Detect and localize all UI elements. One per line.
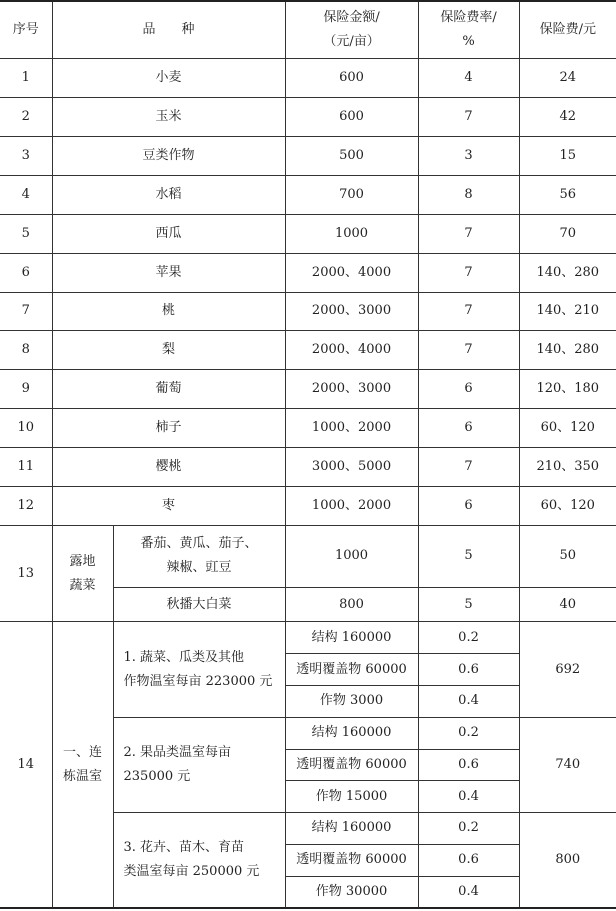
row-name: 桃 [52,292,285,331]
component: 作物 30000 [285,876,418,908]
row-rate: 7 [418,97,519,136]
row-group [52,622,113,908]
row-seq: 1 [0,58,52,97]
row-rate: 6 [418,370,519,409]
row-name: 秋播大白菜 [113,587,285,622]
row-name: 西瓜 [52,214,285,253]
row-premium: 120、180 [519,370,616,409]
row-name: 梨 [52,331,285,370]
row-amount: 800 [285,587,418,622]
header-seq: 序号 [0,1,52,58]
header-rate-line1: 保险费率/ [440,9,497,25]
row-name: 豆类作物 [52,136,285,175]
table-row [0,622,616,654]
table-row [0,292,616,331]
component: 透明覆盖物 60000 [285,654,418,686]
table-row [0,136,616,175]
row-name: 玉米 [52,97,285,136]
table-row [0,214,616,253]
row-seq: 12 [0,487,52,526]
row-seq: 4 [0,175,52,214]
header-amount-line2: （元/亩） [323,33,380,49]
row-amount: 2000、4000 [285,331,418,370]
row-seq: 7 [0,292,52,331]
row-rate: 6 [418,487,519,526]
row-seq: 5 [0,214,52,253]
component-rate: 0.2 [418,622,519,654]
row-name: 水稻 [52,175,285,214]
row-amount: 600 [285,58,418,97]
row-premium: 24 [519,58,616,97]
row-rate: 3 [418,136,519,175]
row-seq: 9 [0,370,52,409]
header-rate-line2: % [462,33,475,49]
row-rate: 7 [418,292,519,331]
row-premium: 50 [519,526,616,587]
table-row [0,58,616,97]
row-amount: 600 [285,97,418,136]
group-line2: 蔬菜 [69,577,96,593]
greenhouse-type [113,813,285,908]
row-amount: 1000 [285,526,418,587]
greenhouse-type [113,717,285,812]
row-rate: 7 [418,448,519,487]
component-rate: 0.4 [418,686,519,718]
row-amount: 500 [285,136,418,175]
table-row [0,175,616,214]
row-premium: 40 [519,587,616,622]
table-row [0,409,616,448]
type-line2: 类温室每亩 250000 元 [123,864,260,880]
component-rate: 0.6 [418,844,519,876]
header-amount [285,1,418,58]
row-premium: 740 [519,717,616,812]
row-name: 樱桃 [52,448,285,487]
header-variety: 品 种 [52,1,285,58]
row-name: 柿子 [52,409,285,448]
row-amount: 700 [285,175,418,214]
table-row [0,253,616,292]
table-row [0,331,616,370]
row-premium: 140、210 [519,292,616,331]
header-amount-line1: 保险金额/ [323,9,380,25]
component-rate: 0.6 [418,654,519,686]
name-line2: 辣椒、豇豆 [166,560,232,576]
row-group [52,526,113,622]
component: 透明覆盖物 60000 [285,749,418,781]
row-premium: 15 [519,136,616,175]
type-line2: 作物温室每亩 223000 元 [123,673,273,689]
header-row [0,1,616,58]
row-rate: 5 [418,526,519,587]
row-premium: 210、350 [519,448,616,487]
table-row [0,97,616,136]
component-rate: 0.4 [418,781,519,813]
type-line2: 235000 元 [123,768,191,784]
table-row [0,487,616,526]
row-seq: 6 [0,253,52,292]
row-premium: 140、280 [519,331,616,370]
group-line2: 栋温室 [62,768,102,784]
row-rate: 7 [418,331,519,370]
component: 结构 160000 [285,622,418,654]
group-line1: 一、连 [62,744,102,760]
row-premium: 140、280 [519,253,616,292]
row-premium: 70 [519,214,616,253]
row-premium: 42 [519,97,616,136]
row-premium: 60、120 [519,409,616,448]
row-amount: 1000、2000 [285,409,418,448]
row-amount: 2000、4000 [285,253,418,292]
component: 作物 3000 [285,686,418,718]
component: 结构 160000 [285,717,418,749]
row-seq: 14 [0,622,52,908]
row-name: 葡萄 [52,370,285,409]
row-rate: 8 [418,175,519,214]
group-line1: 露地 [69,553,96,569]
greenhouse-type [113,622,285,717]
row-premium: 56 [519,175,616,214]
row-seq: 13 [0,526,52,622]
row-premium: 800 [519,813,616,908]
row-name: 苹果 [52,253,285,292]
type-line1: 1. 蔬菜、瓜类及其他 [123,649,245,665]
component-rate: 0.2 [418,813,519,845]
row-amount: 1000 [285,214,418,253]
type-line1: 2. 果品类温室每亩 [123,744,232,760]
row-seq: 10 [0,409,52,448]
row-name [113,526,285,587]
row-rate: 4 [418,58,519,97]
type-line1: 3. 花卉、苗木、育苗 [123,840,245,856]
table-row [0,448,616,487]
table-row [0,526,616,587]
row-amount: 3000、5000 [285,448,418,487]
header-rate [418,1,519,58]
component-rate: 0.6 [418,749,519,781]
row-seq: 3 [0,136,52,175]
row-seq: 11 [0,448,52,487]
row-amount: 2000、3000 [285,370,418,409]
row-rate: 7 [418,214,519,253]
row-name: 小麦 [52,58,285,97]
row-seq: 2 [0,97,52,136]
component: 结构 160000 [285,813,418,845]
component-rate: 0.2 [418,717,519,749]
component: 作物 15000 [285,781,418,813]
row-premium: 692 [519,622,616,717]
row-seq: 8 [0,331,52,370]
row-amount: 1000、2000 [285,487,418,526]
name-line1: 番茄、黄瓜、茄子、 [140,536,258,552]
component: 透明覆盖物 60000 [285,844,418,876]
header-premium: 保险费/元 [519,1,616,58]
row-rate: 7 [418,253,519,292]
component-rate: 0.4 [418,876,519,908]
row-rate: 5 [418,587,519,622]
table-row [0,370,616,409]
row-rate: 6 [418,409,519,448]
row-premium: 60、120 [519,487,616,526]
row-name: 枣 [52,487,285,526]
row-amount: 2000、3000 [285,292,418,331]
